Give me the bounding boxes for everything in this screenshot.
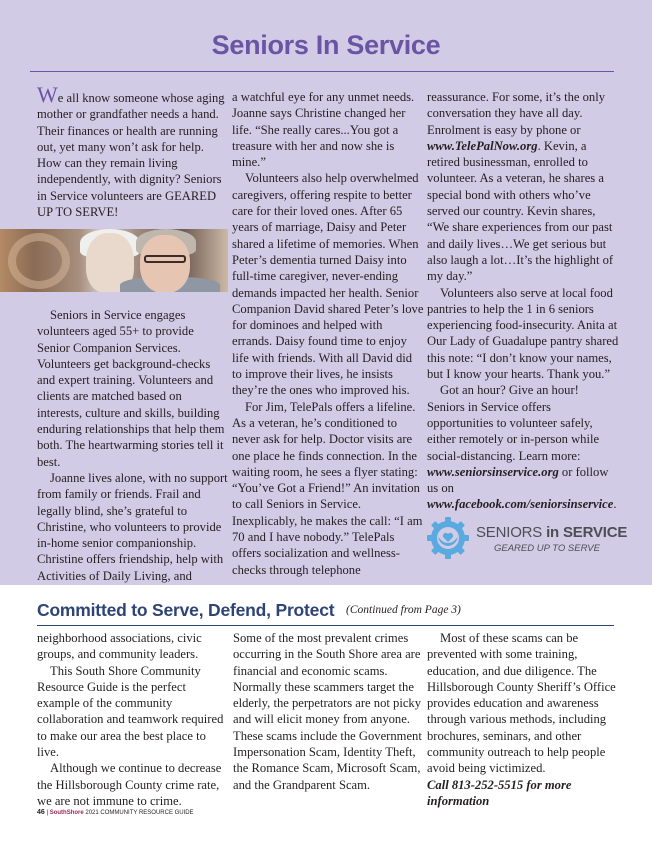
bottom-column-1 [37,630,229,809]
logo-word: SENIORS [476,524,547,541]
photo-detail [144,255,186,263]
paragraph: Joanne lives alone, with no support from family or friends. Frail and legally blind, she’s grateful to Christine, who volunteers to provide in-home senior companionship. Christine offers friendship, help with Activities of Daily Living, and [37,470,228,583]
intro-text: e all know someone whose aging mother or grandfather needs a hand. Their finances or health are running out, yet many won’t ask for help. How can they remain living independently, with dignity? Seniors in Service volunteers are GEARED UP TO SERVE! [37,91,225,220]
article-column-1 [37,82,227,220]
logo-wordmark [476,524,627,541]
facebook-link[interactable]: www.facebook.com/seniorsinservice [427,497,614,512]
text: reassurance. For some, it’s the only conversation they have all day. Enrolment is easy by phone or [427,90,606,137]
logo-word: SERVICE [563,524,628,541]
footer-guide-title: 2021 COMMUNITY RESOURCE GUIDE [85,810,194,816]
gear-heart-hands-icon [426,516,470,560]
bottom-column-2 [233,630,425,793]
faded-logo-icon [8,233,70,289]
page-footer [37,809,194,816]
photo-detail [140,235,190,292]
telepal-link[interactable]: www.TelePalNow.org [427,138,538,153]
paragraph: Volunteers also serve at local food pantries to help the 1 in 6 seniors experiencing food-insecurity. Anita at Our Lady of Guadalupe pantry shared this note: “I don’t know your names, but I know your hearts. Thank you.” [427,285,619,382]
seniors-photo [0,229,228,292]
paragraph: For Jim, TelePals offers a lifeline. As a veteran, he’s conditioned to never ask for help. Doctor visits are one place he finds connection. In the waiting room, he sees a flyer stating: “You’ve Got a Friend!” An invitation to call Seniors in Service. Inexplicably, he makes the call: “I am 70 and I have nobody.” TelePals offers socialization and wellness-checks through telephone [232,399,423,577]
bottom-column-3 [427,630,619,809]
article-title: Seniors In Service [211,30,441,60]
text: Got an hour? Give an hour! Seniors in Service offers opportunities to volunteer safely, either remotely or in-person while social-distancing. Learn more: [427,383,600,463]
paragraph: a watchful eye for any unmet needs. Joanne says Christine changed her life. “She really cares...You got a treasure with her and now she is mine.” [232,90,415,170]
article-column-1-lower [37,307,229,584]
paragraph [427,382,619,512]
paragraph: Most of these scams can be prevented with some training, education, and due diligence. The Hillsborough County Sheriff’s Office provides education and awareness through various methods, including brochures, seminars, and other community outreach to help people avoid being victimized. [427,631,616,776]
text: . Kevin, a retired businessman, enrolled to volunteer. As a veteran, he shares a special bond with others who’ve served our country. Kevin shares, “We share experiences from our past and daily lives…We get serious but also laugh a lot…It’s the highlight of my day.” [427,138,614,284]
paragraph: Volunteers also help overwhelmed caregivers, offering respite to better care for their loved ones. After 65 years of marriage, Daisy and Peter shared a lifetime of memories. When Peter’s dementia turned Daisy into full-time caregiver, never-ending demands impacted her health. Senior Companion David shared Peter’s love for dominoes and helped with errands. Daisy found time to enjoy life with friends. With all David did to improve their lives, he insists they’re the ones who improved his. [232,171,424,398]
paragraph: Although we continue to decrease the Hillsborough County crime rate, we are not immune to crime. [37,761,222,808]
continued-note: (Continued from Page 3) [346,604,461,616]
paragraph: This South Shore Community Resource Guide is the perfect example of the community collaboration and teamwork required to make our area the best place to live. [37,663,224,760]
intro-paragraph [37,82,227,220]
logo-tagline: GEARED UP TO SERVE [494,543,600,554]
call-to-action: Call 813-252-5515 for more information [427,777,572,808]
paragraph: neighborhood associations, civic groups, and community leaders. [37,631,202,662]
title-divider [30,71,614,72]
text: or follow us on [427,464,609,496]
footer-separator: | [46,810,49,816]
article-column-2 [232,89,424,578]
logo-word: in [546,524,563,541]
section-divider [37,625,614,626]
paragraph [427,89,619,285]
footer-brand: SouthShore [49,810,84,816]
paragraph: Seniors in Service engages volunteers aged 55+ to provide Senior Companion Services. Volunteers get background-checks and expert training. Volunteers and clients are matched based on interests, culture and skills, building enduring relationships that help them both. The heartwarming stories tell it best. [37,308,225,469]
text: . [613,497,617,512]
paragraph: Some of the most prevalent crimes occurring in the South Shore area are financial and economic scams. Normally these scammers target the elderly, the perpetrators are not picky and will elicit money from anyone. These scams include the Government Impersonation Scam, Identity Theft, the Romance Scam, Microsoft Scam, and the Grandparent Scam. [233,631,422,792]
article-column-3 [427,89,619,513]
seniors-in-service-logo [426,516,628,560]
section-heading: Committed to Serve, Defend, Protect [37,600,335,620]
drop-cap: W [37,82,58,107]
website-link[interactable]: www.seniorsinservice.org [427,464,559,479]
page-number: 46 [37,809,45,816]
